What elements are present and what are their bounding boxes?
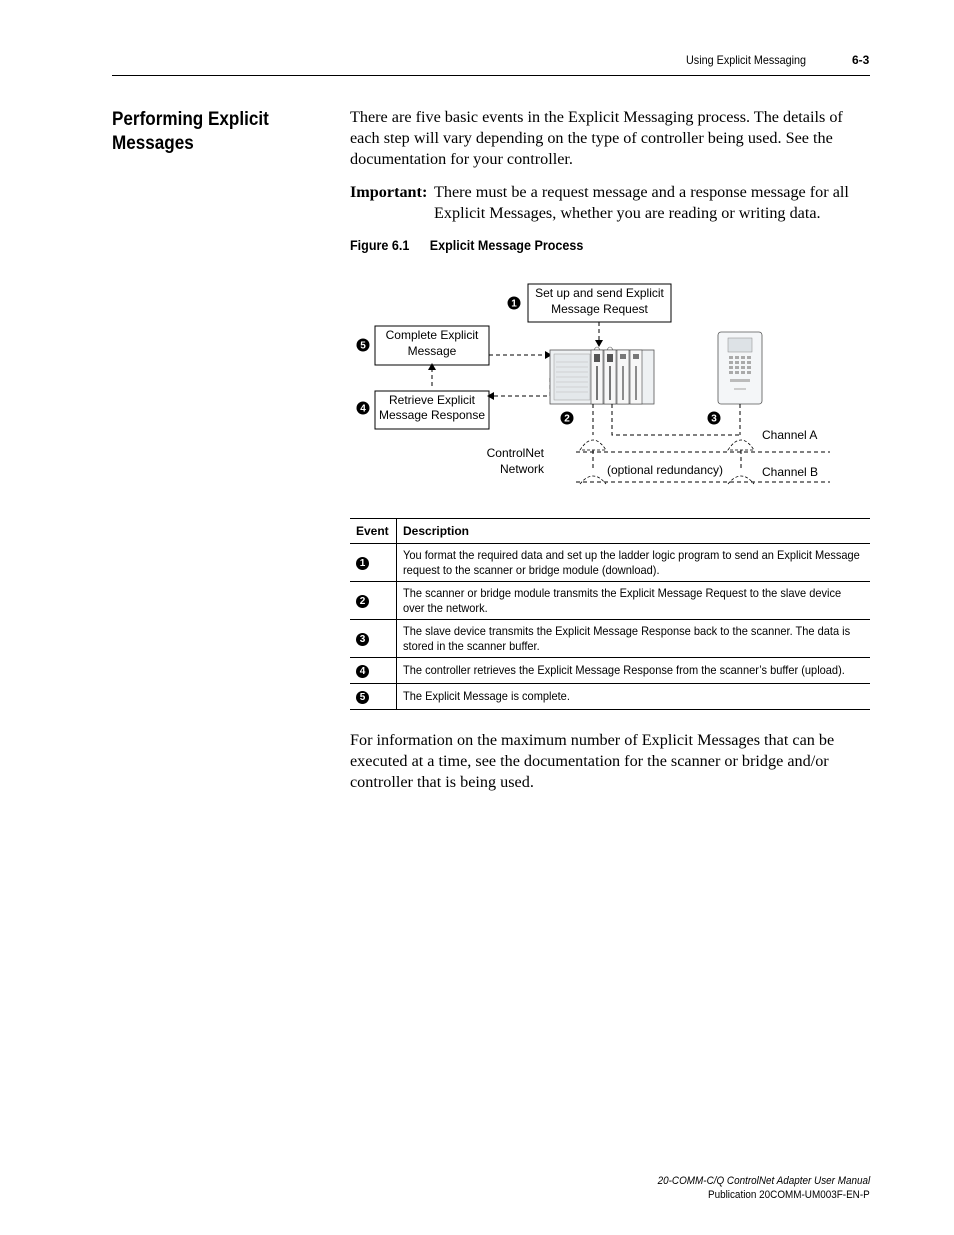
figure-number: Figure 6.1	[350, 238, 410, 253]
header-description: Description	[397, 519, 871, 544]
box-complete-line1: Complete Explicit	[385, 328, 479, 342]
box-retrieve-line1: Retrieve Explicit	[388, 393, 476, 407]
event-description: The controller retrieves the Explicit Message Response from the scanner’s buffer (upload).	[403, 663, 845, 677]
box-send-request-line1: Set up and send Explicit	[535, 286, 664, 300]
diagram-step-5: 5	[360, 340, 366, 352]
table-row	[350, 658, 870, 684]
table-header-row	[350, 519, 870, 544]
header-event: Event	[350, 519, 397, 544]
important-text: There must be a request message and a response message for all Explicit Messages, whether you are reading or writing data.	[434, 183, 849, 222]
box-complete-line2: Message	[407, 344, 457, 358]
event-badge: 5	[356, 691, 369, 704]
label-redundancy: (optional redundancy)	[606, 463, 724, 477]
taps	[580, 440, 754, 484]
figure-caption	[350, 238, 583, 253]
page-number: 6-3	[852, 53, 870, 67]
event-badge: 1	[356, 557, 369, 570]
diagram-step-2: 2	[564, 413, 570, 425]
label-channel-b: Channel B	[762, 465, 819, 479]
event-badge: 4	[356, 665, 369, 678]
figure-title: Explicit Message Process	[429, 238, 584, 253]
footer-manual-title: 20-COMM-C/Q ControlNet Adapter User Manual	[657, 1175, 870, 1187]
header-rule	[112, 75, 870, 76]
important-label: Important:	[350, 183, 428, 201]
footer-publication: Publication 20COMM-UM003F-EN-P	[708, 1189, 870, 1201]
diagram-step-4: 4	[360, 403, 366, 415]
controller-chassis	[550, 347, 654, 404]
event-badge: 3	[356, 633, 369, 646]
running-header-section: Using Explicit Messaging	[686, 53, 807, 67]
explicit-message-diagram	[340, 270, 840, 500]
label-network-line2: Network	[499, 462, 544, 476]
label-network-line1: ControlNet	[486, 446, 544, 460]
box-send-request-line2: Message Request	[551, 302, 648, 316]
table-row	[350, 544, 870, 582]
diagram-step-1: 1	[511, 298, 517, 310]
section-title: Performing Explicit Messages	[112, 109, 269, 154]
event-description: The slave device transmits the Explicit Message Response back to the scanner. The data is stored in the scanner buffer.	[403, 623, 851, 653]
table-row	[350, 582, 870, 620]
event-description: The Explicit Message is complete.	[403, 689, 570, 703]
drive-device	[718, 332, 762, 404]
table-row	[350, 684, 870, 710]
box-retrieve-line2: Message Response	[378, 408, 486, 422]
event-table	[350, 518, 870, 710]
event-badge: 2	[356, 595, 369, 608]
event-description: The scanner or bridge module transmits the Explicit Message Request to the slave device over the network.	[403, 585, 842, 615]
label-channel-a: Channel A	[762, 428, 818, 442]
closing-paragraph: For information on the maximum number of Explicit Messages that can be executed at a time, see the documentation for the scanner or bridge and/or controller that is being used.	[350, 731, 835, 791]
table-row	[350, 620, 870, 658]
event-description: You format the required data and set up the ladder logic program to send an Explicit Message request to the scanner or bridge module (download).	[403, 547, 860, 577]
intro-paragraph: There are five basic events in the Explicit Messaging process. The details of each step will vary depending on the type of controller being used. See the documentation for your controller.	[350, 108, 843, 168]
diagram-step-3: 3	[711, 413, 717, 425]
